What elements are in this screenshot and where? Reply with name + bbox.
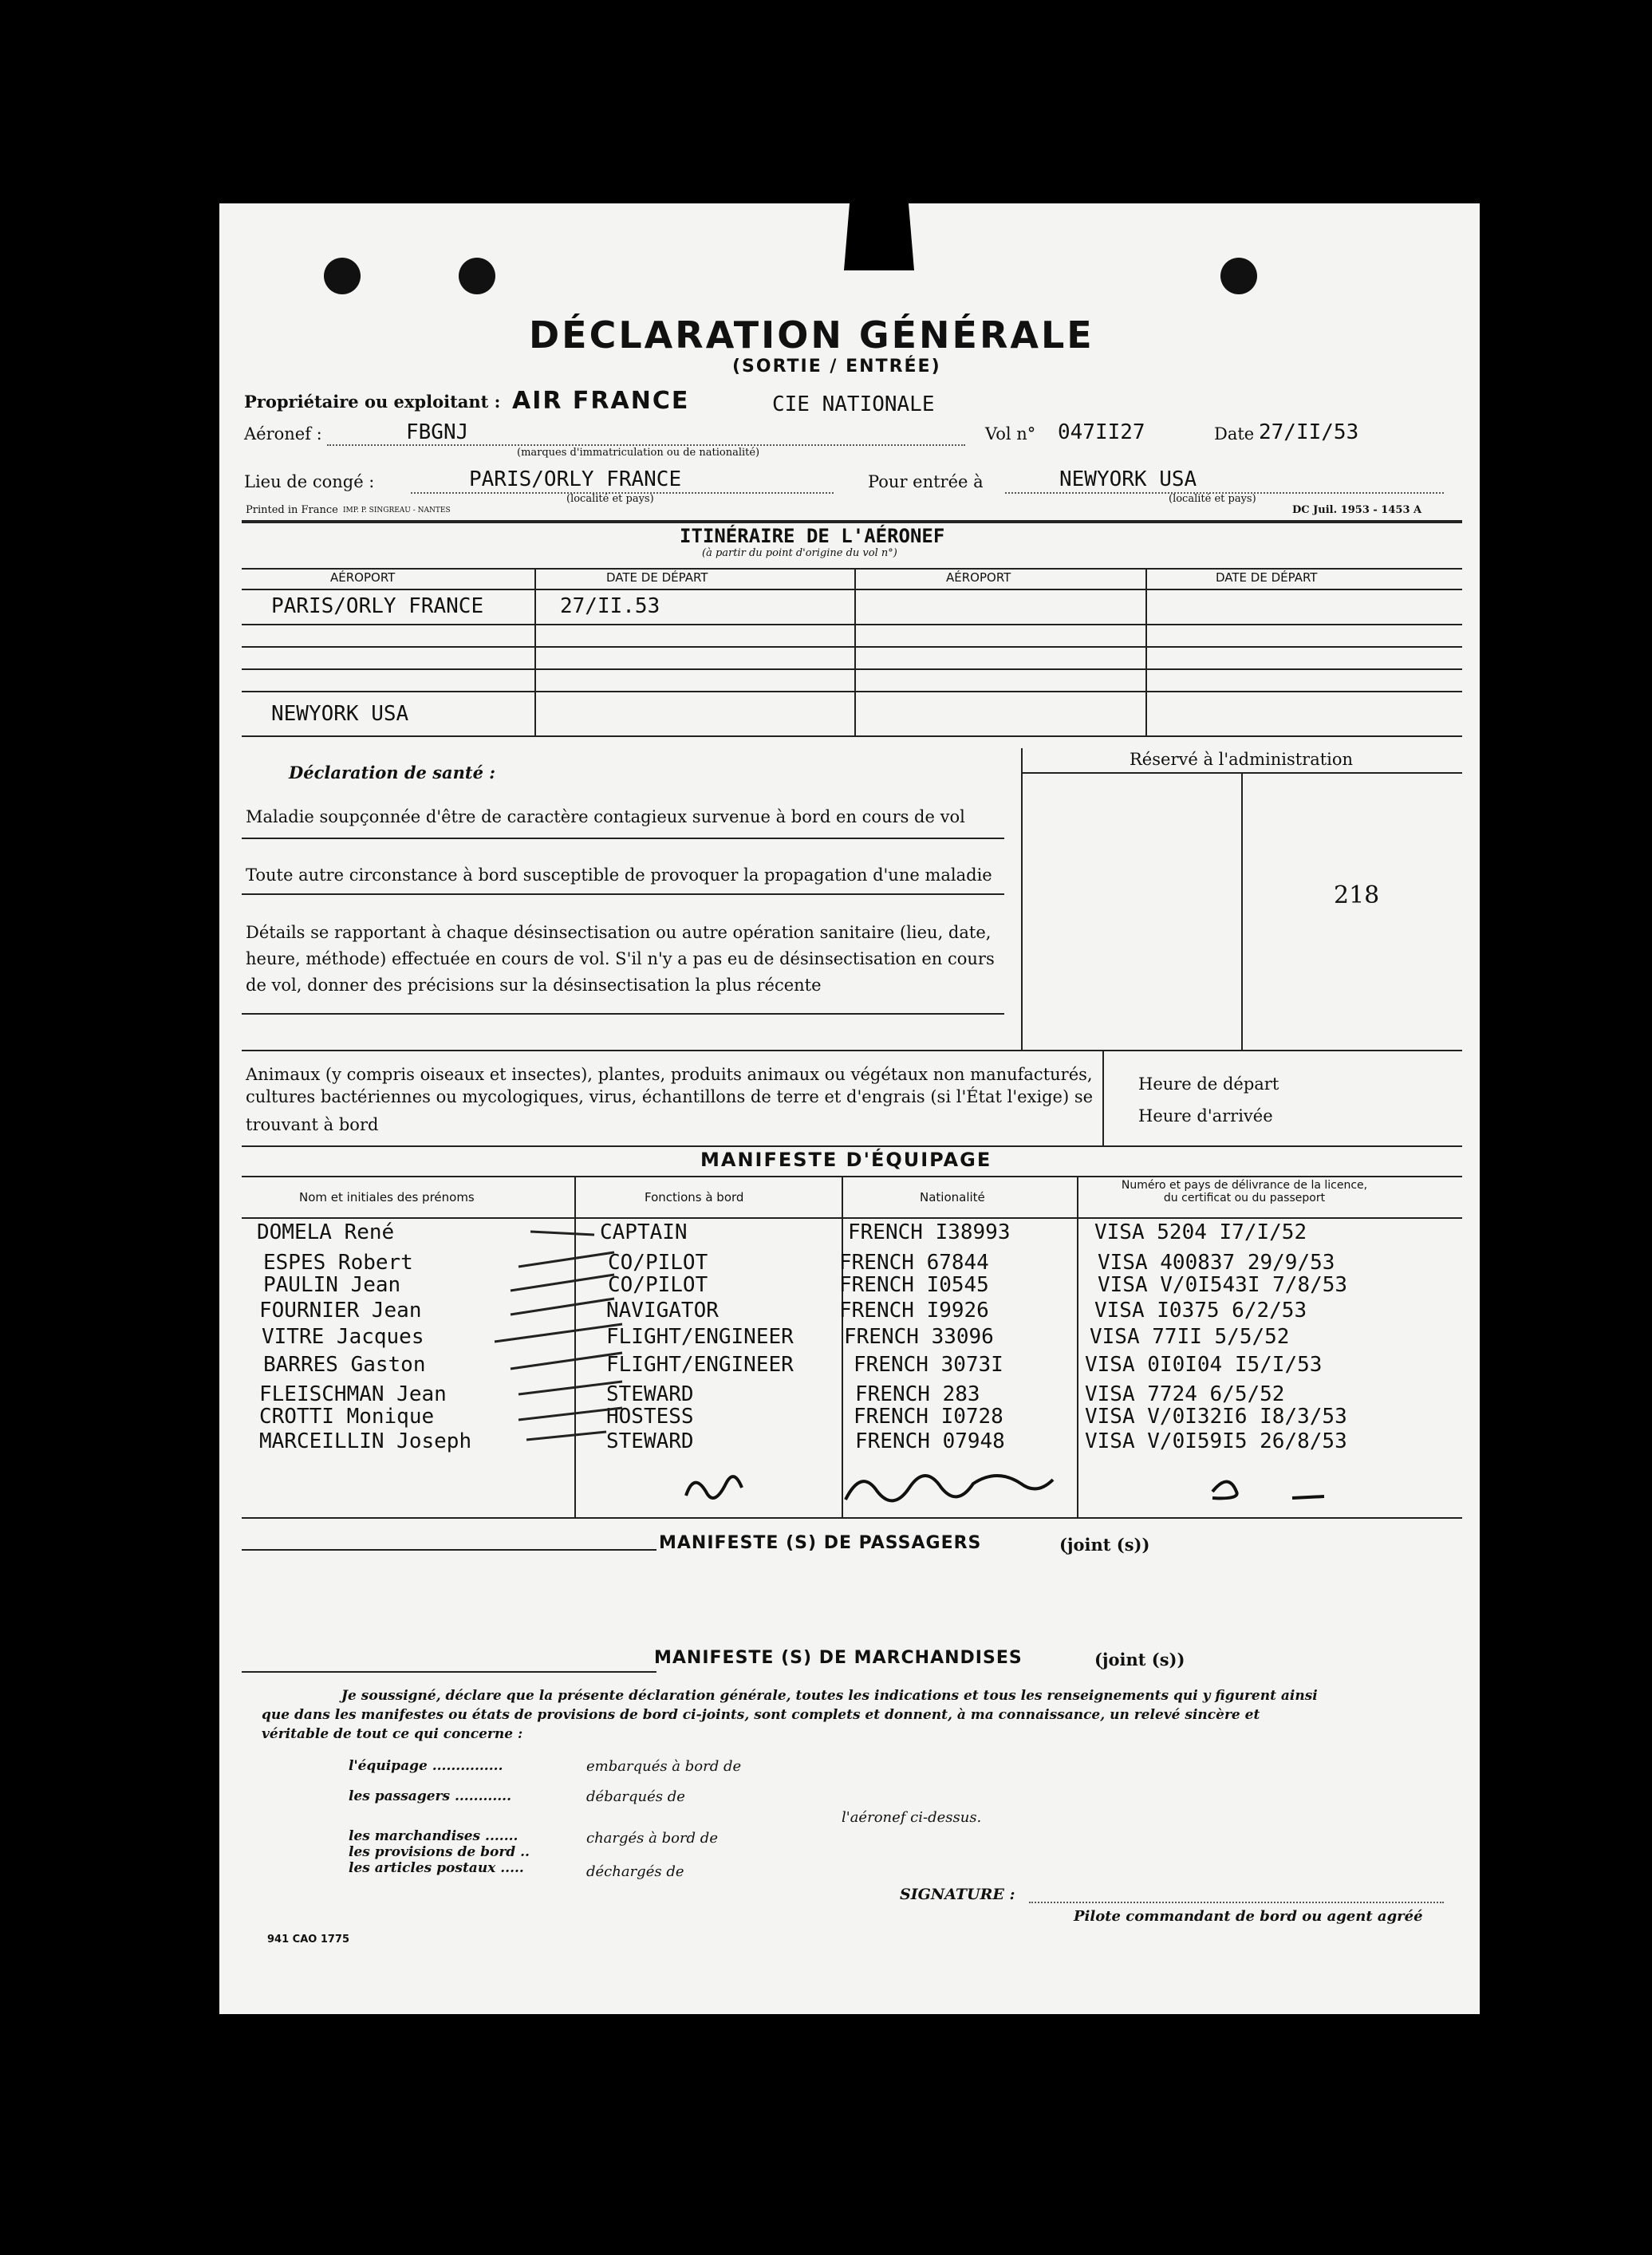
signature-caption: Pilote commandant de bord ou agent agréé (1074, 1908, 1423, 1925)
check-stroke (511, 1353, 622, 1369)
crew-name: DOMELA René (257, 1220, 395, 1244)
crew-name: PAULIN Jean (263, 1273, 401, 1297)
itinerary-title: ITINÉRAIRE DE L'AÉRONEF (680, 525, 945, 547)
check-stroke (530, 1232, 594, 1235)
crew-name: BARRES Gaston (263, 1353, 426, 1377)
crew-nationality: FRENCH 67844 (839, 1251, 989, 1275)
crew-name: VITRE Jacques (262, 1325, 424, 1349)
check-stroke (518, 1252, 614, 1267)
crew-nationality: FRENCH I38993 (848, 1220, 1011, 1244)
crew-function: STEWARD (606, 1429, 694, 1453)
cargo-manifest-label: MANIFESTE (S) DE MARCHANDISES (654, 1648, 1023, 1668)
declaration-unloaded: déchargés de (586, 1863, 684, 1880)
crew-nationality: FRENCH I0728 (854, 1405, 1003, 1429)
owner-value: AIR FRANCE (512, 387, 690, 415)
declaration-passengers: les passagers ............ (349, 1788, 511, 1804)
form-subtitle: (SORTIE / ENTRÉE) (732, 357, 941, 376)
date-label: Date (1214, 424, 1255, 444)
handwritten-signature (686, 1476, 1324, 1500)
crew-function: FLIGHT/ENGINEER (606, 1353, 794, 1377)
crew-license: VISA V/0I543I 7/8/53 (1098, 1273, 1348, 1297)
declaration-landed: débarqués de (586, 1788, 685, 1805)
itinerary-header-date-2: DATE DE DÉPART (1216, 570, 1318, 585)
date-value: 27/II/53 (1259, 420, 1359, 444)
signature-line (1029, 1902, 1444, 1903)
flight-label: Vol n° (985, 424, 1036, 444)
crew-license: VISA I0375 6/2/53 (1094, 1299, 1307, 1323)
itinerary-row1-airport: PARIS/ORLY FRANCE (271, 594, 484, 618)
crew-license: VISA 5204 I7/I/52 (1094, 1220, 1307, 1244)
crew-function: CO/PILOT (608, 1251, 708, 1275)
passengers-joint: (joint (s)) (1059, 1535, 1150, 1555)
itinerary-row1-date: 27/II.53 (560, 594, 660, 618)
crew-nationality: FRENCH I9926 (839, 1299, 989, 1323)
crew-license: VISA 7724 6/5/52 (1085, 1382, 1285, 1406)
crew-name: FOURNIER Jean (259, 1299, 422, 1323)
crew-nationality: FRENCH 3073I (854, 1353, 1003, 1377)
crew-header-name: Nom et initiales des prénoms (299, 1190, 475, 1204)
check-stroke (526, 1432, 606, 1440)
itinerary-header-airport-1: AÉROPORT (330, 570, 396, 585)
crew-header-license: Numéro et pays de délivrance de la licence, du certificat ou du passeport (1121, 1179, 1368, 1204)
health-line-1: Maladie soupçonnée d'être de caractère contagieux survenue à bord en cours de vol (246, 807, 965, 826)
printed-label: Printed in France (246, 504, 338, 516)
declaration-line-3: véritable de tout ce qui concerne : (262, 1726, 523, 1742)
crew-license: VISA V/0I59I5 26/8/53 (1085, 1429, 1347, 1453)
declaration-mail: les articles postaux ..... (349, 1860, 524, 1876)
itinerary-header-airport-2: AÉROPORT (946, 570, 1011, 585)
declaration-line-1: Je soussigné, déclare que la présente déclaration générale, toutes les indications et tous les renseignements qui y figurent ainsi (341, 1688, 1318, 1704)
crew-header-nationality: Nationalité (920, 1190, 985, 1204)
owner-label: Propriétaire ou exploitant : (244, 392, 501, 412)
aircraft-label: Aéronef : (244, 424, 322, 444)
admin-label: Réservé à l'administration (1130, 750, 1354, 769)
crew-function: CO/PILOT (608, 1273, 708, 1297)
animals-line-3: trouvant à bord (246, 1115, 379, 1134)
crew-header-function: Fonctions à bord (645, 1190, 744, 1204)
entry-label: Pour entrée à (868, 472, 984, 491)
form-title: DÉCLARATION GÉNÉRALE (529, 313, 1094, 357)
heure-depart-label: Heure de départ (1138, 1074, 1279, 1094)
crew-license: VISA 0I0I04 I5/I/53 (1085, 1353, 1323, 1377)
declaration-goods: les marchandises ....... (349, 1828, 518, 1844)
check-stroke (518, 1382, 622, 1394)
health-line-3b: heure, méthode) effectuée en cours de vol. S'il n'y a pas eu de désinsectisation en cours (246, 949, 995, 968)
crew-name: FLEISCHMAN Jean (259, 1382, 447, 1406)
check-stroke (518, 1408, 622, 1420)
crew-license: VISA 77II 5/5/52 (1090, 1325, 1290, 1349)
crew-nationality: FRENCH 283 (855, 1382, 980, 1406)
footer-code: 941 CAO 1775 (267, 1934, 350, 1946)
aircraft-value: FBGNJ (406, 420, 469, 444)
crew-nationality: FRENCH 33096 (844, 1325, 994, 1349)
itinerary-subtitle: (à partir du point d'origine du vol n°) (702, 547, 897, 559)
crew-function: HOSTESS (606, 1405, 694, 1429)
printer-label: IMP. P. SINGREAU - NANTES (343, 507, 451, 514)
aircraft-note: (marques d'immatriculation ou de nationalité) (517, 447, 760, 459)
health-line-3a: Détails se rapportant à chaque désinsectisation ou autre opération sanitaire (lieu, date, (246, 923, 992, 942)
admin-number: 218 (1334, 881, 1380, 909)
crew-title: MANIFESTE D'ÉQUIPAGE (700, 1149, 992, 1171)
cargo-joint: (joint (s)) (1094, 1650, 1185, 1670)
crew-nationality: FRENCH I0545 (839, 1273, 989, 1297)
departure-value: PARIS/ORLY FRANCE (469, 467, 682, 491)
crew-function: NAVIGATOR (606, 1299, 719, 1323)
passengers-line (242, 1549, 656, 1551)
crew-function: STEWARD (606, 1382, 694, 1406)
crew-name: CROTTI Monique (259, 1405, 435, 1429)
crew-nationality: FRENCH 07948 (855, 1429, 1005, 1453)
itinerary-last-airport: NEWYORK USA (271, 702, 409, 726)
form-code: DC Juil. 1953 - 1453 A (1292, 504, 1422, 516)
health-line-3c: de vol, donner des précisions sur la désinsectisation la plus récente (246, 976, 822, 995)
flight-value: 047II27 (1058, 420, 1145, 444)
entry-value: NEWYORK USA (1059, 467, 1197, 491)
crew-name: ESPES Robert (263, 1251, 413, 1275)
crew-bottom-line (242, 1517, 1462, 1519)
departure-label: Lieu de congé : (244, 472, 375, 491)
departure-note: (localité et pays) (566, 493, 654, 505)
itinerary-header-date-1: DATE DE DÉPART (606, 570, 708, 585)
declaration-loaded: chargés à bord de (586, 1830, 718, 1847)
animals-line-2: cultures bactériennes ou mycologiques, virus, échantillons de terre et d'engrais (si l'État l'exige) se (246, 1087, 1094, 1106)
entry-note: (localité et pays) (1169, 493, 1256, 505)
crew-function: FLIGHT/ENGINEER (606, 1325, 794, 1349)
declaration-aircraft: l'aéronef ci-dessus. (842, 1809, 982, 1826)
heure-arrivee-label: Heure d'arrivée (1138, 1106, 1273, 1126)
check-stroke (495, 1324, 622, 1342)
declaration-provisions: les provisions de bord .. (349, 1844, 530, 1860)
declaration-boarded: embarqués à bord de (586, 1758, 742, 1775)
check-stroke (511, 1275, 614, 1291)
declaration-line-2: que dans les manifestes ou états de provisions de bord ci-joints, sont complets et donnent, à ma connaissance, un relevé sincère et (262, 1707, 1260, 1723)
owner-extra: CIE NATIONALE (772, 392, 935, 416)
signature-label: SIGNATURE : (900, 1886, 1015, 1903)
crew-license: VISA 400837 29/9/53 (1098, 1251, 1335, 1275)
crew-license: VISA V/0I32I6 I8/3/53 (1085, 1405, 1347, 1429)
passengers-manifest-label: MANIFESTE (S) DE PASSAGERS (659, 1533, 982, 1553)
animals-line-1: Animaux (y compris oiseaux et insectes), plantes, produits animaux ou végétaux non manufacturés, (246, 1065, 1093, 1084)
health-label: Déclaration de santé : (289, 763, 496, 783)
health-line-2: Toute autre circonstance à bord susceptible de provoquer la propagation d'une maladie (246, 865, 992, 885)
declaration-crew: l'équipage ............... (349, 1758, 503, 1774)
crew-function: CAPTAIN (600, 1220, 688, 1244)
check-stroke (511, 1299, 614, 1315)
cargo-line (242, 1671, 656, 1673)
crew-name: MARCEILLIN Joseph (259, 1429, 472, 1453)
